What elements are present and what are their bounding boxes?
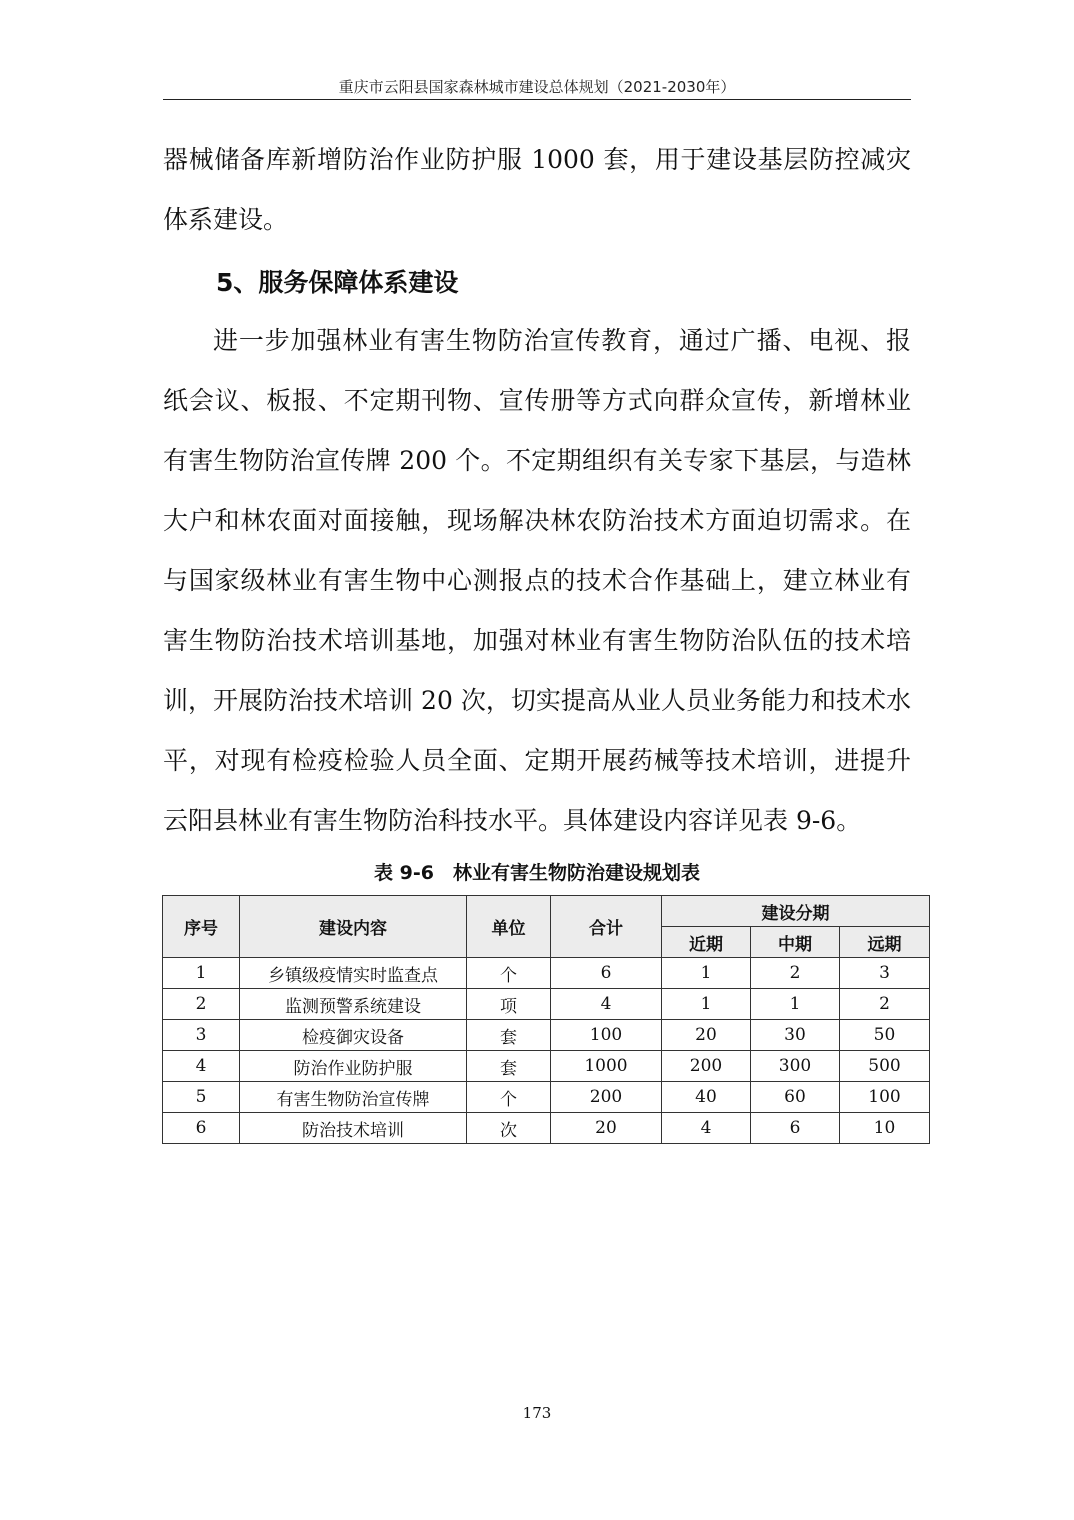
header-content: 建设内容 [240, 896, 467, 958]
cell-index: 2 [163, 989, 240, 1020]
page-number: 173 [522, 1404, 552, 1422]
paragraph-service-support: 进一步加强林业有害生物防治宣传教育，通过广播、电视、报纸会议、板报、不定期刊物、宣传册等方式向群众宣传，新增林业有害生物防治宣传牌 200 个。不定期组织有关专家下基层，与造林大户和林农面对面接触，现场解决林农防治技术方面迫切需求。在与国家级林业有害生物中心测报点的技术合作基础上，建立林业有害生物防治技术培训基地，加强对林业有害生物防治队伍的技术培训，开展防治技术培训 20 次，切实提高从业人员业务能力和技术水平，对现有检疫检验人员全面、定期开展药械等技术培训，进提升云阳县林业有害生物防治科技水平。具体建设内容详见表 9-6。 [163, 326, 911, 835]
cell-near: 1 [662, 989, 751, 1020]
cell-unit: 套 [467, 1051, 551, 1082]
cell-far: 2 [840, 989, 930, 1020]
cell-total: 1000 [551, 1051, 662, 1082]
cell-content: 乡镇级疫情实时监查点 [240, 958, 467, 989]
table-body [163, 958, 930, 1144]
cell-far: 500 [840, 1051, 930, 1082]
header-phase-group: 建设分期 [662, 896, 930, 927]
cell-mid: 6 [751, 1113, 840, 1144]
table-header-row [163, 896, 930, 927]
cell-content: 有害生物防治宣传牌 [240, 1082, 467, 1113]
cell-far: 10 [840, 1113, 930, 1144]
cell-index: 4 [163, 1051, 240, 1082]
cell-near: 4 [662, 1113, 751, 1144]
header-rule [163, 99, 911, 100]
cell-unit: 次 [467, 1113, 551, 1144]
table-row [163, 958, 930, 989]
cell-mid: 1 [751, 989, 840, 1020]
cell-total: 4 [551, 989, 662, 1020]
cell-near: 200 [662, 1051, 751, 1082]
cell-unit: 套 [467, 1020, 551, 1051]
cell-total: 6 [551, 958, 662, 989]
cell-mid: 60 [751, 1082, 840, 1113]
table-row [163, 1020, 930, 1051]
header-unit: 单位 [467, 896, 551, 958]
header-long-term: 远期 [840, 927, 930, 958]
cell-index: 6 [163, 1113, 240, 1144]
cell-unit: 个 [467, 1082, 551, 1113]
header-mid-term: 中期 [751, 927, 840, 958]
cell-total: 200 [551, 1082, 662, 1113]
cell-index: 5 [163, 1082, 240, 1113]
cell-content: 监测预警系统建设 [240, 989, 467, 1020]
header-near-term: 近期 [662, 927, 751, 958]
table-caption: 表 9-6 林业有害生物防治建设规划表 [374, 862, 700, 884]
cell-near: 20 [662, 1020, 751, 1051]
cell-content: 防治技术培训 [240, 1113, 467, 1144]
cell-mid: 300 [751, 1051, 840, 1082]
cell-total: 20 [551, 1113, 662, 1144]
table-row [163, 1051, 930, 1082]
table-row [163, 1113, 930, 1144]
table-row [163, 989, 930, 1020]
cell-index: 1 [163, 958, 240, 989]
cell-mid: 30 [751, 1020, 840, 1051]
cell-index: 3 [163, 1020, 240, 1051]
running-header: 重庆市云阳县国家森林城市建设总体规划（2021-2030年） [338, 78, 736, 96]
cell-content: 检疫御灾设备 [240, 1020, 467, 1051]
cell-far: 100 [840, 1082, 930, 1113]
cell-unit: 个 [467, 958, 551, 989]
cell-total: 100 [551, 1020, 662, 1051]
table-row [163, 1082, 930, 1113]
cell-mid: 2 [751, 958, 840, 989]
header-index: 序号 [163, 896, 240, 958]
cell-near: 40 [662, 1082, 751, 1113]
plan-table [162, 895, 930, 1144]
paragraph-continuation: 器械储备库新增防治作业防护服 1000 套，用于建设基层防控减灾体系建设。 [163, 145, 911, 234]
section-title: 5、服务保障体系建设 [216, 268, 459, 297]
header-total: 合计 [551, 896, 662, 958]
cell-near: 1 [662, 958, 751, 989]
cell-content: 防治作业防护服 [240, 1051, 467, 1082]
cell-far: 50 [840, 1020, 930, 1051]
cell-unit: 项 [467, 989, 551, 1020]
cell-far: 3 [840, 958, 930, 989]
